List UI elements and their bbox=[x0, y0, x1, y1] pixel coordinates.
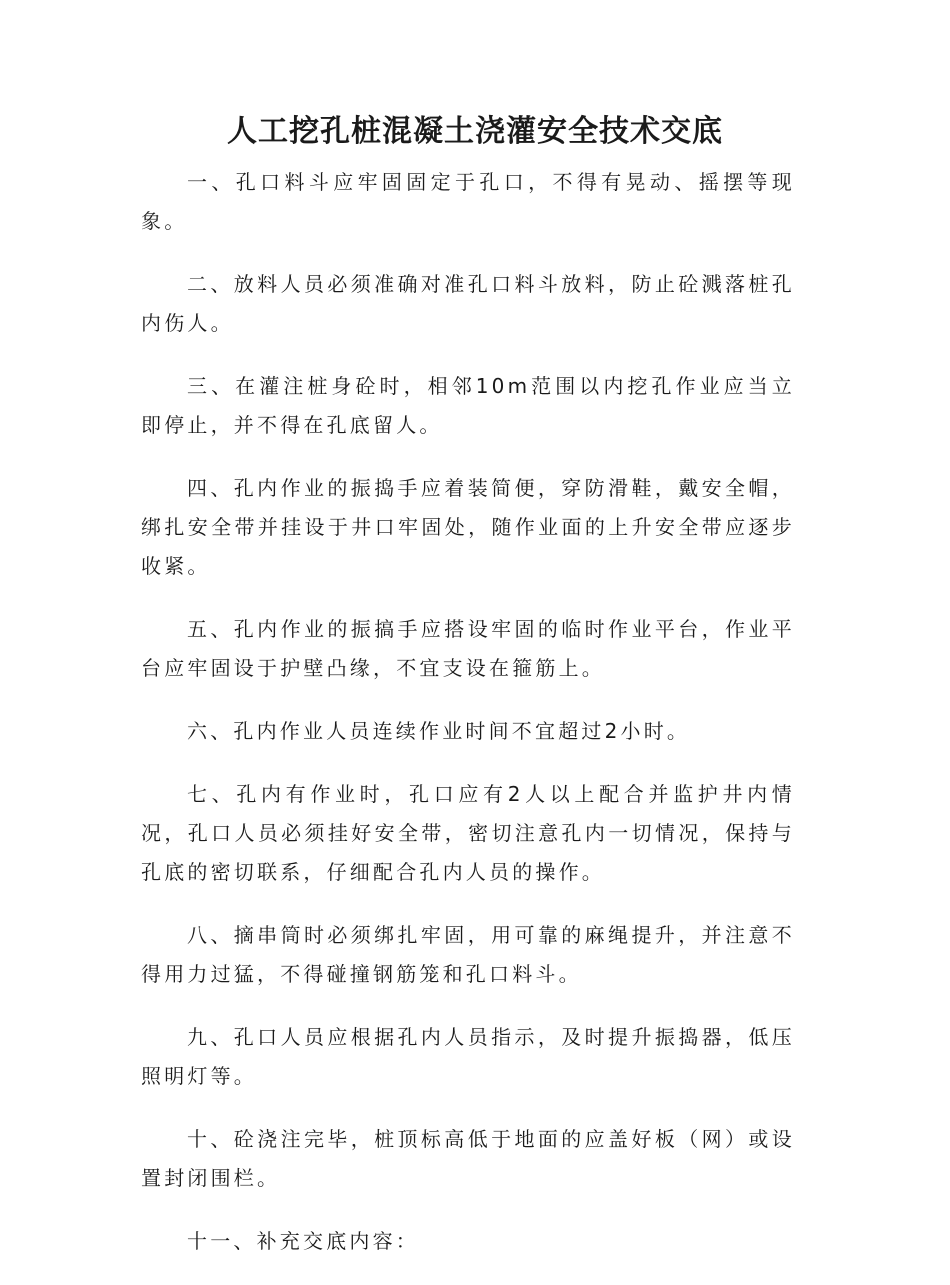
paragraph-4: 四、孔内作业的振捣手应着装简便，穿防滑鞋，戴安全帽，绑扎安全带并挂设于井口牢固处，随作业面的上升安全带应逐步收紧。 bbox=[141, 476, 795, 578]
paragraph-11: 十一、补充交底内容： bbox=[187, 1229, 419, 1253]
paragraph-7: 七、孔内有作业时，孔口应有2人以上配合并监护井内情况，孔口人员必须挂好安全带，密切注意孔内一切情况，保持与孔底的密切联系，仔细配合孔内人员的操作。 bbox=[141, 782, 795, 884]
paragraph-2: 二、放料人员必须准确对准孔口料斗放料，防止砼溅落桩孔内伤人。 bbox=[141, 272, 795, 335]
paragraph-10: 十、砼浇注完毕，桩顶标高低于地面的应盖好板（网）或设置封闭围栏。 bbox=[141, 1127, 795, 1190]
paragraph-5: 五、孔内作业的振搞手应搭设牢固的临时作业平台，作业平台应牢固设于护壁凸缘，不宜支设在箍筋上。 bbox=[141, 617, 795, 680]
paragraph-3: 三、在灌注桩身砼时，相邻10m范围以内挖孔作业应当立即停止，并不得在孔底留人。 bbox=[141, 374, 795, 437]
paragraph-8: 八、摘串筒时必须绑扎牢固，用可靠的麻绳提升，并注意不得用力过猛，不得碰撞钢筋笼和孔口料斗。 bbox=[141, 923, 795, 986]
document-body bbox=[141, 163, 795, 1285]
document-title: 人工挖孔桩混凝土浇灌安全技术交底 bbox=[227, 114, 723, 149]
paragraph-6: 六、孔内作业人员连续作业时间不宜超过2小时。 bbox=[187, 719, 691, 743]
paragraph-1: 一、孔口料斗应牢固固定于孔口，不得有晃动、摇摆等现象。 bbox=[141, 170, 795, 233]
paragraph-9: 九、孔口人员应根据孔内人员指示，及时提升振捣器，低压照明灯等。 bbox=[141, 1025, 795, 1088]
